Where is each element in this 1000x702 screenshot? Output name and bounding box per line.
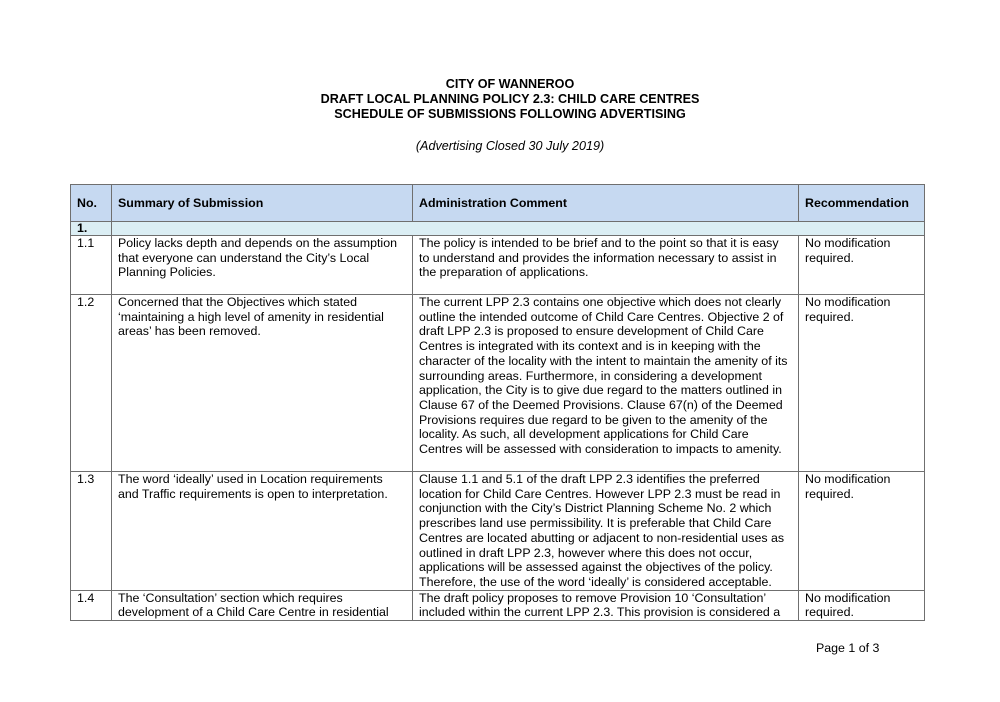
row-summary: Policy lacks depth and depends on the assumption that everyone can understand the City’s Local Planning Policies.: [112, 236, 413, 295]
section-row: [71, 222, 925, 236]
row-number: 1.1: [71, 236, 112, 295]
row-summary: Concerned that the Objectives which stated ‘maintaining a high level of amenity in residential areas’ has been removed.: [112, 295, 413, 472]
table-row: [71, 472, 925, 591]
table-row: [71, 236, 925, 295]
col-header-summary: Summary of Submission: [112, 185, 413, 222]
table-row: [71, 295, 925, 472]
table-header-row: [71, 185, 925, 222]
policy-title: DRAFT LOCAL PLANNING POLICY 2.3: CHILD CARE CENTRES: [320, 92, 700, 106]
org-name: CITY OF WANNEROO: [445, 77, 575, 91]
row-recommendation: No modification required.: [799, 472, 925, 591]
submissions-table: [70, 184, 925, 621]
section-spacer: [112, 222, 925, 236]
row-comment: Clause 1.1 and 5.1 of the draft LPP 2.3 identifies the preferred location for Child Care Centres. However LPP 2.3 must be read in conjunction with the City’s District Planning Scheme No. 2 which prescribes land use permissibility. It is preferable that Child Care Centres are located abutting or adjacent to non-residential uses as outlined in draft LPP 2.3, however where this does not occur, applications will be assessed against the objectives of the policy. Therefore, the use of the word ‘ideally’ is considered acceptable.: [413, 472, 799, 591]
col-header-comment: Administration Comment: [413, 185, 799, 222]
col-header-recommendation: Recommendation: [799, 185, 925, 222]
row-number: 1.4: [71, 590, 112, 620]
row-summary: The word ‘ideally’ used in Location requirements and Traffic requirements is open to interpretation.: [112, 472, 413, 591]
page-number: Page 1 of 3: [816, 641, 880, 655]
document-title-block: [0, 77, 1000, 122]
schedule-title: SCHEDULE OF SUBMISSIONS FOLLOWING ADVERTISING: [334, 107, 686, 121]
advertising-note: (Advertising Closed 30 July 2019): [415, 139, 605, 153]
table-row: [71, 590, 925, 620]
row-comment: The policy is intended to be brief and to the point so that it is easy to understand and provides the information necessary to assist in the preparation of applications.: [413, 236, 799, 295]
row-recommendation: No modification required.: [799, 295, 925, 472]
row-comment: The draft policy proposes to remove Provision 10 ‘Consultation’ included within the current LPP 2.3. This provision is considered a: [413, 590, 799, 620]
col-header-no: No.: [71, 185, 112, 222]
row-number: 1.3: [71, 472, 112, 591]
row-recommendation: No modification required.: [799, 236, 925, 295]
row-recommendation: No modification required.: [799, 590, 925, 620]
section-label: 1.: [71, 222, 112, 236]
row-number: 1.2: [71, 295, 112, 472]
row-comment: The current LPP 2.3 contains one objective which does not clearly outline the intended outcome of Child Care Centres. Objective 2 of draft LPP 2.3 is proposed to ensure development of Child Care Centres is integrated with its context and is in keeping with the character of the locality with the intent to maintain the amenity of its surrounding areas. Furthermore, in considering a development application, the City is to give due regard to the matters outlined in Clause 67 of the Deemed Provisions. Clause 67(n) of the Deemed Provisions requires due regard to be given to the amenity of the locality. As such, all development applications for Child Care Centres will be assessed with consideration to impacts to amenity.: [413, 295, 799, 472]
row-summary: The ‘Consultation’ section which requires development of a Child Care Centre in residential: [112, 590, 413, 620]
